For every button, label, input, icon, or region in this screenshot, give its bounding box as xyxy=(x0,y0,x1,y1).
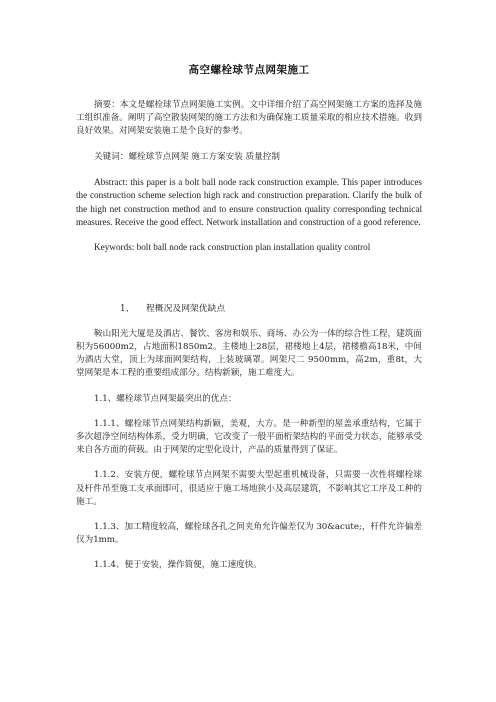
spacer xyxy=(76,547,422,559)
section-heading xyxy=(76,303,422,316)
subsection-1-1-3: 1.1.3、加工精度较高，螺栓球各孔之间夹角允许偏差仅为 30&acute;，杆件允许偏差仅为1mm。 xyxy=(76,522,422,546)
abstract-en: Abstract: this paper is a bolt ball node rack construction example. This paper introduces the construction scheme selection high rack and construction preparation. Clarify the bulk of the high net construction method and to ensure construction quality corresponding technical measures. Receive the good effect. Network installation and construction of a good reference. xyxy=(76,176,422,228)
section-number: 1、 xyxy=(120,303,135,314)
abstract-cn: 摘要：本文是螺栓球节点网架施工实例。文中详细介绍了高空网架施工方案的选择及施工组织准备。阐明了高空散装网架的施工方法和为确保施工质量采取的相应技术措施。收到良好效果。对网架安装施工是个良好的参考。 xyxy=(76,100,422,137)
spacer xyxy=(76,316,422,328)
spacer xyxy=(76,509,422,521)
keywords-en: Keywords: bolt ball node rack construction plan installation quality control xyxy=(94,242,371,253)
spacer xyxy=(76,457,422,469)
document-title: 高空螺栓球节点网架施工 xyxy=(188,64,310,76)
spacer xyxy=(76,406,422,418)
section-title: 程概况及网架优缺点 xyxy=(146,303,226,314)
subsection-1-1-4: 1.1.4、便于安装，操作简便，施工速度快。 xyxy=(94,560,262,571)
spacer xyxy=(76,229,422,241)
spacer xyxy=(76,381,422,393)
spacer xyxy=(76,255,422,303)
subsection-heading: 1.1、螺栓球节点网架最突出的优点： xyxy=(94,393,237,404)
keywords-cn: 关键词：螺栓球节点网架 施工方案安装 质量控制 xyxy=(94,151,280,162)
section1-body: 鞍山阳光大厦是及酒店、餐饮、客房和娱乐、商场、办公为一体的综合性工程，建筑面积为56000m2，占地面积1850m2。主楼地上28层，裙楼地上4层，裙楼檐高18米，中间为酒店大堂，顶上为球面网架结构，上装玻璃罩。网架尺二 9500mm，高2m，重8t，大堂网架是本工程的重要组成部分。结构新颖，施工难度大。 xyxy=(76,328,422,379)
spacer xyxy=(76,139,422,151)
spacer xyxy=(76,164,422,176)
subsection-1-1-1: 1.1.1、螺栓球节点网架结构新颖，美观，大方。是一种新型的屋盖承重结构，它属于多次超净空间结构体系，受力明确，它改变了一般平面桁架结构的平面受力状态，能够承受来自各方面的荷载。由于网架的定型化设计，产品的质量得到了保证。 xyxy=(76,418,422,456)
subsection-1-1-2: 1.1.2、安装方便，螺栓球节点网架不需要大型起重机械设备，只需要一次性将螺栓球及杆件吊至施工支承面即可，很适应于施工场地狭小及高层建筑，不影响其它工序及工种的施工。 xyxy=(76,470,422,507)
